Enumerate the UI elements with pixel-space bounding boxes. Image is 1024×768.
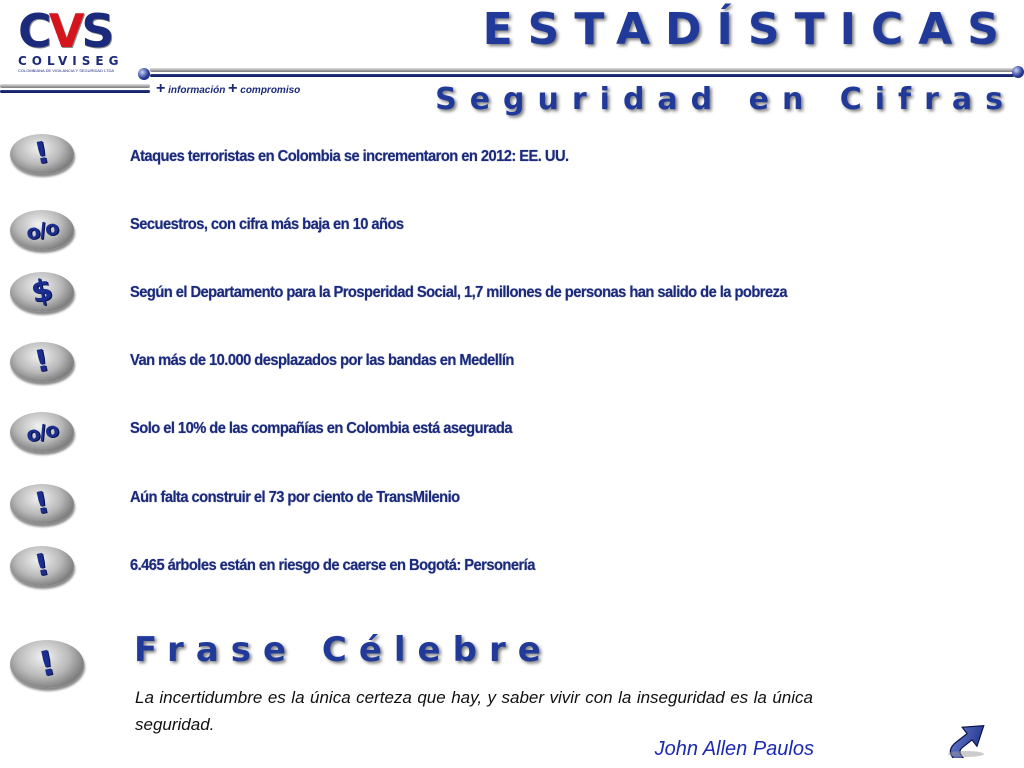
news-item: Solo el 10% de las compañías en Colombia está asegurada [130,420,512,437]
news-item: Secuestros, con cifra más baja en 10 años [130,216,404,233]
header-rule-left [0,84,150,88]
quote-author: John Allen Paulos [654,738,814,760]
header-rule-left-blue [0,90,150,93]
exclamation-icon: ! [10,336,76,386]
exclamation-icon: ! [10,478,76,528]
news-item: Aún falta construir el 73 por ciento de TransMilenio [130,489,460,506]
logo-name: COLVISEG [18,54,124,68]
logo-subtitle: COLOMBIANA DE VIGILANCIA Y SEGURIDAD LTDA [18,68,115,73]
news-item: Van más de 10.000 desplazados por las bandas en Medellín [130,352,514,369]
header-rule-main-blue [150,74,1014,77]
tagline-commitment: compromiso [240,85,301,96]
tagline [156,80,300,98]
exclamation-icon: ! [10,540,76,590]
news-item: Ataques terroristas en Colombia se incrementaron en 2012: EE. UU. [130,148,569,165]
page-title: ESTADÍSTICAS [482,4,1014,55]
percent-icon: o/o [10,204,76,254]
header-rule-knot-right [1012,66,1024,78]
page-subtitle: Seguridad en Cifras [435,82,1016,117]
header-rule-main [150,68,1014,72]
header-rule-knot-left [138,68,150,80]
quote-text: La incertidumbre es la única certeza que hay, y saber vivir con la inseguridad es la única seguridad. [135,688,813,734]
exclamation-icon: ! [10,634,86,694]
news-item: 6.465 árboles están en riesgo de caerse en Bogotá: Personería [130,557,535,574]
news-item: Según el Departamento para la Prosperidad Social, 1,7 millones de personas han salido de la pobreza [130,284,788,301]
plus-icon: + [156,80,166,97]
tagline-information: información [168,85,226,96]
return-arrow-icon[interactable] [940,706,996,758]
logo-letters: CVS [18,4,112,58]
percent-icon: o/o [10,406,76,456]
dollar-icon: $ [10,266,76,316]
plus-icon: + [228,80,238,97]
company-logo [14,6,132,72]
exclamation-icon: ! [10,128,76,178]
quote-title: Frase Célebre [134,630,553,670]
